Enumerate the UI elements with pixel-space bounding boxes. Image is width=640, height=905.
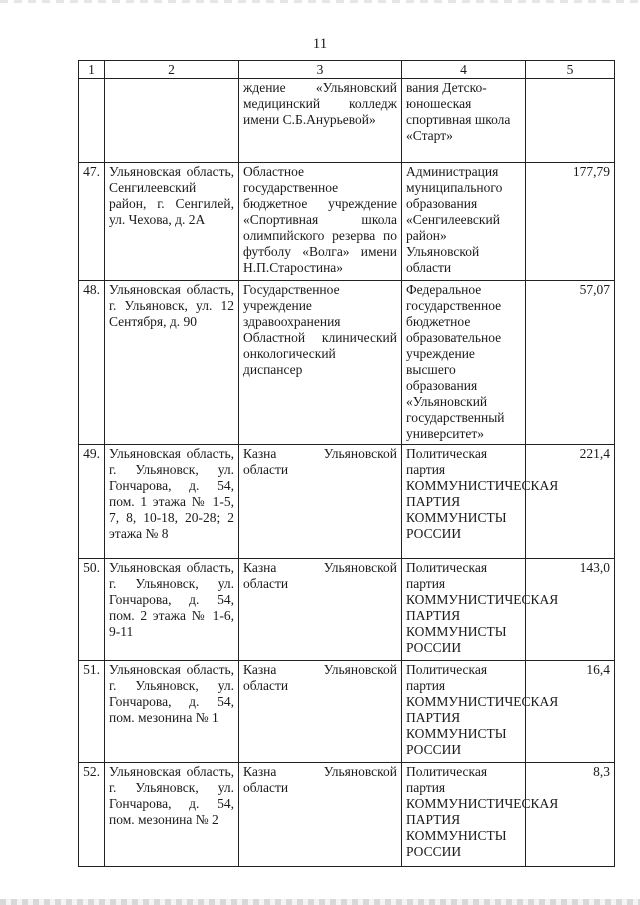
address-cell: Ульяновская область, Сенгилеевский район, г. Сенгилей, ул. Чехова, д. 2А bbox=[105, 163, 239, 281]
area-cell: 143,0 bbox=[526, 559, 615, 661]
column-header-5: 5 bbox=[526, 61, 615, 79]
area-cell: 177,79 bbox=[526, 163, 615, 281]
table-row bbox=[79, 559, 615, 661]
column-header-4: 4 bbox=[402, 61, 526, 79]
row-number: 49. bbox=[79, 445, 105, 559]
owner-cell: Политическая партия КОММУНИСТИЧЕСКАЯ ПАРТИЯ КОММУНИСТЫ РОССИИ bbox=[402, 661, 526, 763]
column-header-3: 3 bbox=[239, 61, 402, 79]
address-cell bbox=[105, 79, 239, 163]
address-cell: Ульяновская область, г. Ульяновск, ул. Гончарова, д. 54, пом. 2 этажа № 1-6, 9-11 bbox=[105, 559, 239, 661]
owner-cell: Администрация муниципального образования «Сенгилеевский район» Ульяновской области bbox=[402, 163, 526, 281]
table-row bbox=[79, 763, 615, 867]
row-number: 47. bbox=[79, 163, 105, 281]
holder-cell: Казна Ульяновской области bbox=[239, 559, 402, 661]
address-cell: Ульяновская область, г. Ульяновск, ул. 12 Сентября, д. 90 bbox=[105, 281, 239, 445]
scan-bottom-edge bbox=[0, 899, 640, 905]
address-cell: Ульяновская область, г. Ульяновск, ул. Гончарова, д. 54, пом. мезонина № 2 bbox=[105, 763, 239, 867]
page-number: 11 bbox=[312, 36, 328, 52]
column-header-2: 2 bbox=[105, 61, 239, 79]
row-number: 50. bbox=[79, 559, 105, 661]
table-row bbox=[79, 661, 615, 763]
holder-cell: Казна Ульяновской области bbox=[239, 763, 402, 867]
owner-cell: Федеральное государственное бюджетное образовательное учреждение высшего образования «Ульяновский государственный университет» bbox=[402, 281, 526, 445]
header-row bbox=[79, 61, 615, 79]
property-table bbox=[78, 60, 615, 867]
owner-cell: Политическая партия КОММУНИСТИЧЕСКАЯ ПАРТИЯ КОММУНИСТЫ РОССИИ bbox=[402, 445, 526, 559]
holder-cell: Областное государственное бюджетное учреждение «Спортивная школа олимпийского резерва по футболу «Волга» имени Н.П.Старостина» bbox=[239, 163, 402, 281]
area-cell bbox=[526, 79, 615, 163]
scan-top-edge bbox=[0, 0, 640, 3]
table-header bbox=[79, 61, 615, 79]
table-row bbox=[79, 281, 615, 445]
address-cell: Ульяновская область, г. Ульяновск, ул. Гончарова, д. 54, пом. 1 этажа № 1-5, 7, 8, 10-18, 20-28; 2 этажа № 8 bbox=[105, 445, 239, 559]
table-row bbox=[79, 445, 615, 559]
area-cell: 57,07 bbox=[526, 281, 615, 445]
holder-cell: ждение «Ульяновский медицинский колледж имени С.Б.Анурьевой» bbox=[239, 79, 402, 163]
holder-cell: Казна Ульяновской области bbox=[239, 445, 402, 559]
area-cell: 8,3 bbox=[526, 763, 615, 867]
row-number bbox=[79, 79, 105, 163]
holder-cell: Казна Ульяновской области bbox=[239, 661, 402, 763]
row-number: 48. bbox=[79, 281, 105, 445]
table-row bbox=[79, 163, 615, 281]
owner-cell: вания Детско-юношеская спортивная школа «Старт» bbox=[402, 79, 526, 163]
table-row bbox=[79, 79, 615, 163]
owner-cell: Политическая партия КОММУНИСТИЧЕСКАЯ ПАРТИЯ КОММУНИСТЫ РОССИИ bbox=[402, 559, 526, 661]
column-header-1: 1 bbox=[79, 61, 105, 79]
holder-cell: Государственное учреждение здравоохранения Областной клинический онкологический диспансер bbox=[239, 281, 402, 445]
area-cell: 221,4 bbox=[526, 445, 615, 559]
address-cell: Ульяновская область, г. Ульяновск, ул. Гончарова, д. 54, пом. мезонина № 1 bbox=[105, 661, 239, 763]
table-body bbox=[79, 79, 615, 867]
row-number: 51. bbox=[79, 661, 105, 763]
area-cell: 16,4 bbox=[526, 661, 615, 763]
row-number: 52. bbox=[79, 763, 105, 867]
owner-cell: Политическая партия КОММУНИСТИЧЕСКАЯ ПАРТИЯ КОММУНИСТЫ РОССИИ bbox=[402, 763, 526, 867]
